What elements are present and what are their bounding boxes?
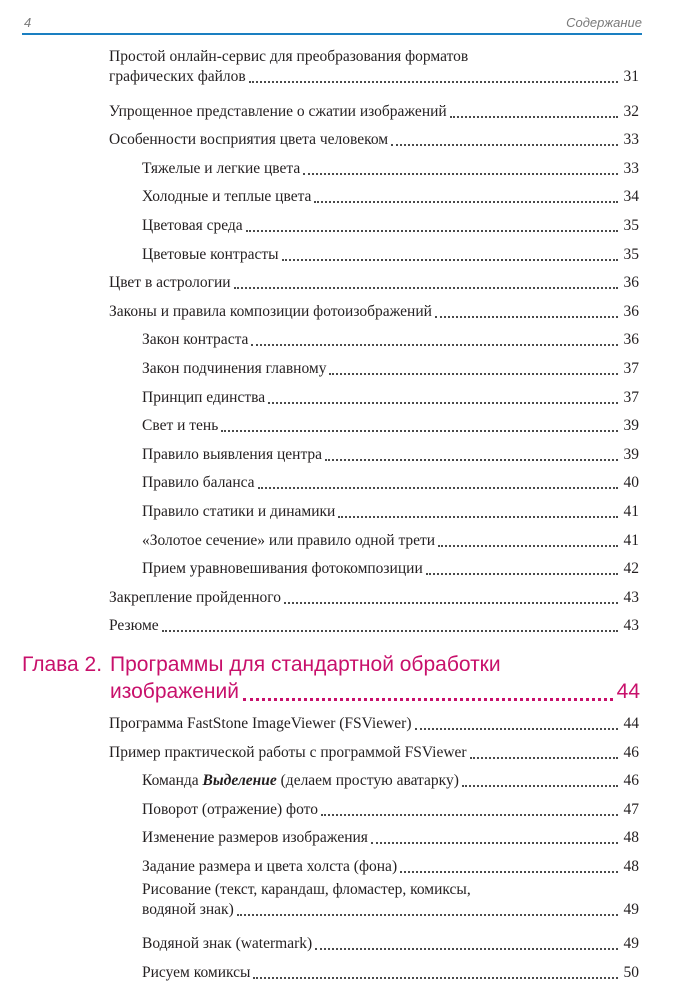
leader-dots: [329, 359, 618, 375]
toc-entry[interactable]: [109, 714, 639, 734]
toc-entry[interactable]: [109, 302, 639, 322]
toc-entry-page: 36: [623, 331, 639, 349]
toc-entry[interactable]: [109, 102, 639, 122]
toc-entry-page: 37: [623, 388, 639, 406]
toc-entry-title: Закон контраста: [142, 331, 249, 349]
toc-entry-title: Цвет в астрологии: [109, 274, 231, 292]
leader-dots: [268, 388, 618, 404]
toc-entry[interactable]: [142, 963, 639, 983]
toc-entry[interactable]: [109, 588, 639, 608]
page-number: 4: [24, 15, 32, 30]
toc-entry-title: Свет и тень: [142, 417, 219, 435]
leader-dots: [282, 245, 618, 261]
toc-entry-page: 40: [623, 474, 639, 492]
toc-entry-title: Закон подчинения главному: [142, 360, 327, 377]
leader-dots: [221, 416, 618, 432]
leader-dots: [162, 616, 618, 632]
toc-entry-page: 41: [623, 531, 639, 549]
leader-dots: [237, 900, 618, 916]
toc-entry-title: Резюме: [109, 617, 159, 635]
toc-entry-page: 43: [623, 617, 639, 635]
chapter-title-line2: изображений: [110, 680, 239, 703]
toc-entry-page: 31: [623, 68, 639, 85]
toc-entry-title: графических файлов: [109, 68, 246, 85]
toc-entry-title: Закрепление пройденного: [109, 588, 281, 606]
toc-entry[interactable]: [142, 159, 639, 179]
leader-dots: [325, 445, 618, 461]
leader-dots: [426, 559, 618, 575]
toc-entry-page: 35: [623, 245, 639, 263]
toc-entry[interactable]: [142, 416, 639, 436]
leader-dots: [258, 473, 618, 489]
toc-entry[interactable]: [142, 502, 639, 522]
toc-entry[interactable]: [142, 359, 639, 379]
toc-entry-title: «Золотое сечение» или правило одной трети: [142, 531, 436, 549]
leader-dots: [315, 934, 618, 950]
toc-entry-line1: Рисование (текст, карандаш, фломастер, комиксы,: [142, 880, 471, 898]
leader-dots: [251, 330, 618, 346]
toc-entry-page: 39: [623, 445, 639, 463]
leader-dots: [284, 588, 618, 604]
toc-entry-page: 46: [623, 772, 639, 790]
toc-entry-title: Программа FastStone ImageViewer (FSViewer): [109, 715, 412, 732]
toc-entry-page: 33: [623, 159, 639, 177]
toc-entry-page: 44: [623, 715, 639, 732]
toc-entry-title: Холодные и теплые цвета: [142, 188, 312, 206]
toc-entry-page: 47: [623, 800, 639, 818]
toc-entry-page: 48: [623, 829, 639, 847]
chapter-title-line1: Программы для стандартной обработки: [110, 653, 501, 676]
toc-entry-title: Упрощенное представление о сжатии изображений: [109, 102, 447, 120]
leader-dots: [246, 216, 618, 232]
leader-dots: [450, 102, 618, 118]
toc-entry-page: 36: [623, 302, 639, 320]
toc-entry-page: 34: [623, 188, 639, 206]
leader-dots: [253, 963, 618, 979]
leader-dots: [435, 302, 618, 318]
toc-entry[interactable]: [142, 245, 639, 265]
toc-entry[interactable]: [109, 273, 639, 293]
toc-entry[interactable]: [142, 187, 639, 207]
chapter-leader-dots: [243, 680, 613, 701]
toc-entry-title: Тяжелые и легкие цвета: [142, 159, 301, 177]
toc-entry-page: 50: [623, 963, 639, 981]
toc-entry-title: Изменение размеров изображения: [142, 829, 368, 847]
chapter-page: 44: [616, 680, 640, 703]
toc-entry-page: 33: [623, 131, 639, 149]
toc-entry-page: 37: [623, 360, 639, 377]
toc-entry-title: Цветовые контрасты: [142, 245, 279, 263]
toc-entry-title: водяной знак): [142, 900, 234, 918]
toc-entry-title: Правило баланса: [142, 474, 255, 492]
toc-entry-page: 42: [623, 560, 639, 578]
toc-entry-page: 49: [623, 900, 639, 918]
toc-entry-page: 46: [623, 743, 639, 761]
toc-entry-page: 41: [623, 503, 639, 520]
toc-entry[interactable]: [109, 743, 639, 763]
toc-entry-title: Рисуем комиксы: [142, 963, 251, 981]
toc-entry[interactable]: [142, 771, 639, 791]
leader-dots: [321, 800, 618, 816]
toc-entry[interactable]: [142, 531, 639, 551]
toc-entry-title: Особенности восприятия цвета человеком: [109, 131, 389, 149]
toc-entry[interactable]: [142, 934, 639, 954]
header-title: Содержание: [566, 15, 642, 30]
toc-entry-title: [142, 771, 459, 791]
toc-entry-page: 43: [623, 588, 639, 606]
toc-entry[interactable]: [109, 130, 639, 150]
toc-entry[interactable]: [142, 445, 639, 465]
leader-dots: [438, 531, 618, 547]
leader-dots: [314, 187, 618, 203]
toc-entry-page: 36: [623, 274, 639, 292]
header-rule: [22, 33, 642, 35]
toc-entry[interactable]: [142, 880, 639, 920]
toc-entry-title: Принцип единства: [142, 388, 266, 406]
toc-entry-title: Прием уравновешивания фотокомпозиции: [142, 560, 423, 578]
toc-entry-page: 48: [623, 858, 639, 875]
command-name: Выделение: [202, 772, 277, 790]
toc-entry[interactable]: [142, 800, 639, 820]
toc-entry[interactable]: [109, 616, 639, 636]
toc-entry-prefix: Команда: [142, 772, 203, 790]
leader-dots: [303, 159, 618, 175]
toc-entry[interactable]: [142, 330, 639, 350]
leader-dots: [234, 273, 618, 289]
toc-entry[interactable]: [142, 216, 639, 236]
toc-entry-title: Поворот (отражение) фото: [142, 800, 318, 818]
toc-entry[interactable]: [142, 828, 639, 848]
toc-entry-title: Цветовая среда: [142, 217, 243, 234]
toc-entry[interactable]: [109, 47, 639, 87]
toc-entry-title: Водяной знак (watermark): [142, 935, 313, 953]
toc-entry-title: Правило статики и динамики: [142, 503, 336, 520]
chapter-number: Глава 2.: [22, 653, 103, 676]
leader-dots: [391, 130, 618, 146]
toc-entry[interactable]: [142, 473, 639, 493]
leader-dots: [371, 828, 618, 844]
leader-dots: [338, 502, 618, 518]
toc-entry[interactable]: [142, 388, 639, 408]
leader-dots: [462, 771, 618, 787]
leader-dots: [249, 67, 618, 83]
toc-entry[interactable]: [142, 857, 639, 877]
leader-dots: [400, 857, 618, 873]
toc-entry-page: 39: [623, 417, 639, 435]
toc-entry-page: 32: [623, 102, 639, 120]
leader-dots: [470, 743, 618, 759]
toc-entry-title: Правило выявления центра: [142, 445, 323, 463]
toc-entry[interactable]: [142, 559, 639, 579]
toc-entry-line1: Простой онлайн-сервис для преобразования форматов: [109, 48, 469, 65]
running-header: [22, 14, 642, 34]
toc-entry-page: 49: [623, 935, 639, 953]
toc-entry-title: Законы и правила композиции фотоизображений: [109, 302, 432, 320]
toc-entry-title: Задание размера и цвета холста (фона): [142, 858, 398, 875]
leader-dots: [415, 714, 619, 730]
toc-entry-suffix: (делаем простую аватарку): [276, 772, 459, 790]
toc-entry-title: Пример практической работы с программой FSViewer: [109, 743, 467, 761]
toc-entry-page: 35: [623, 217, 639, 234]
